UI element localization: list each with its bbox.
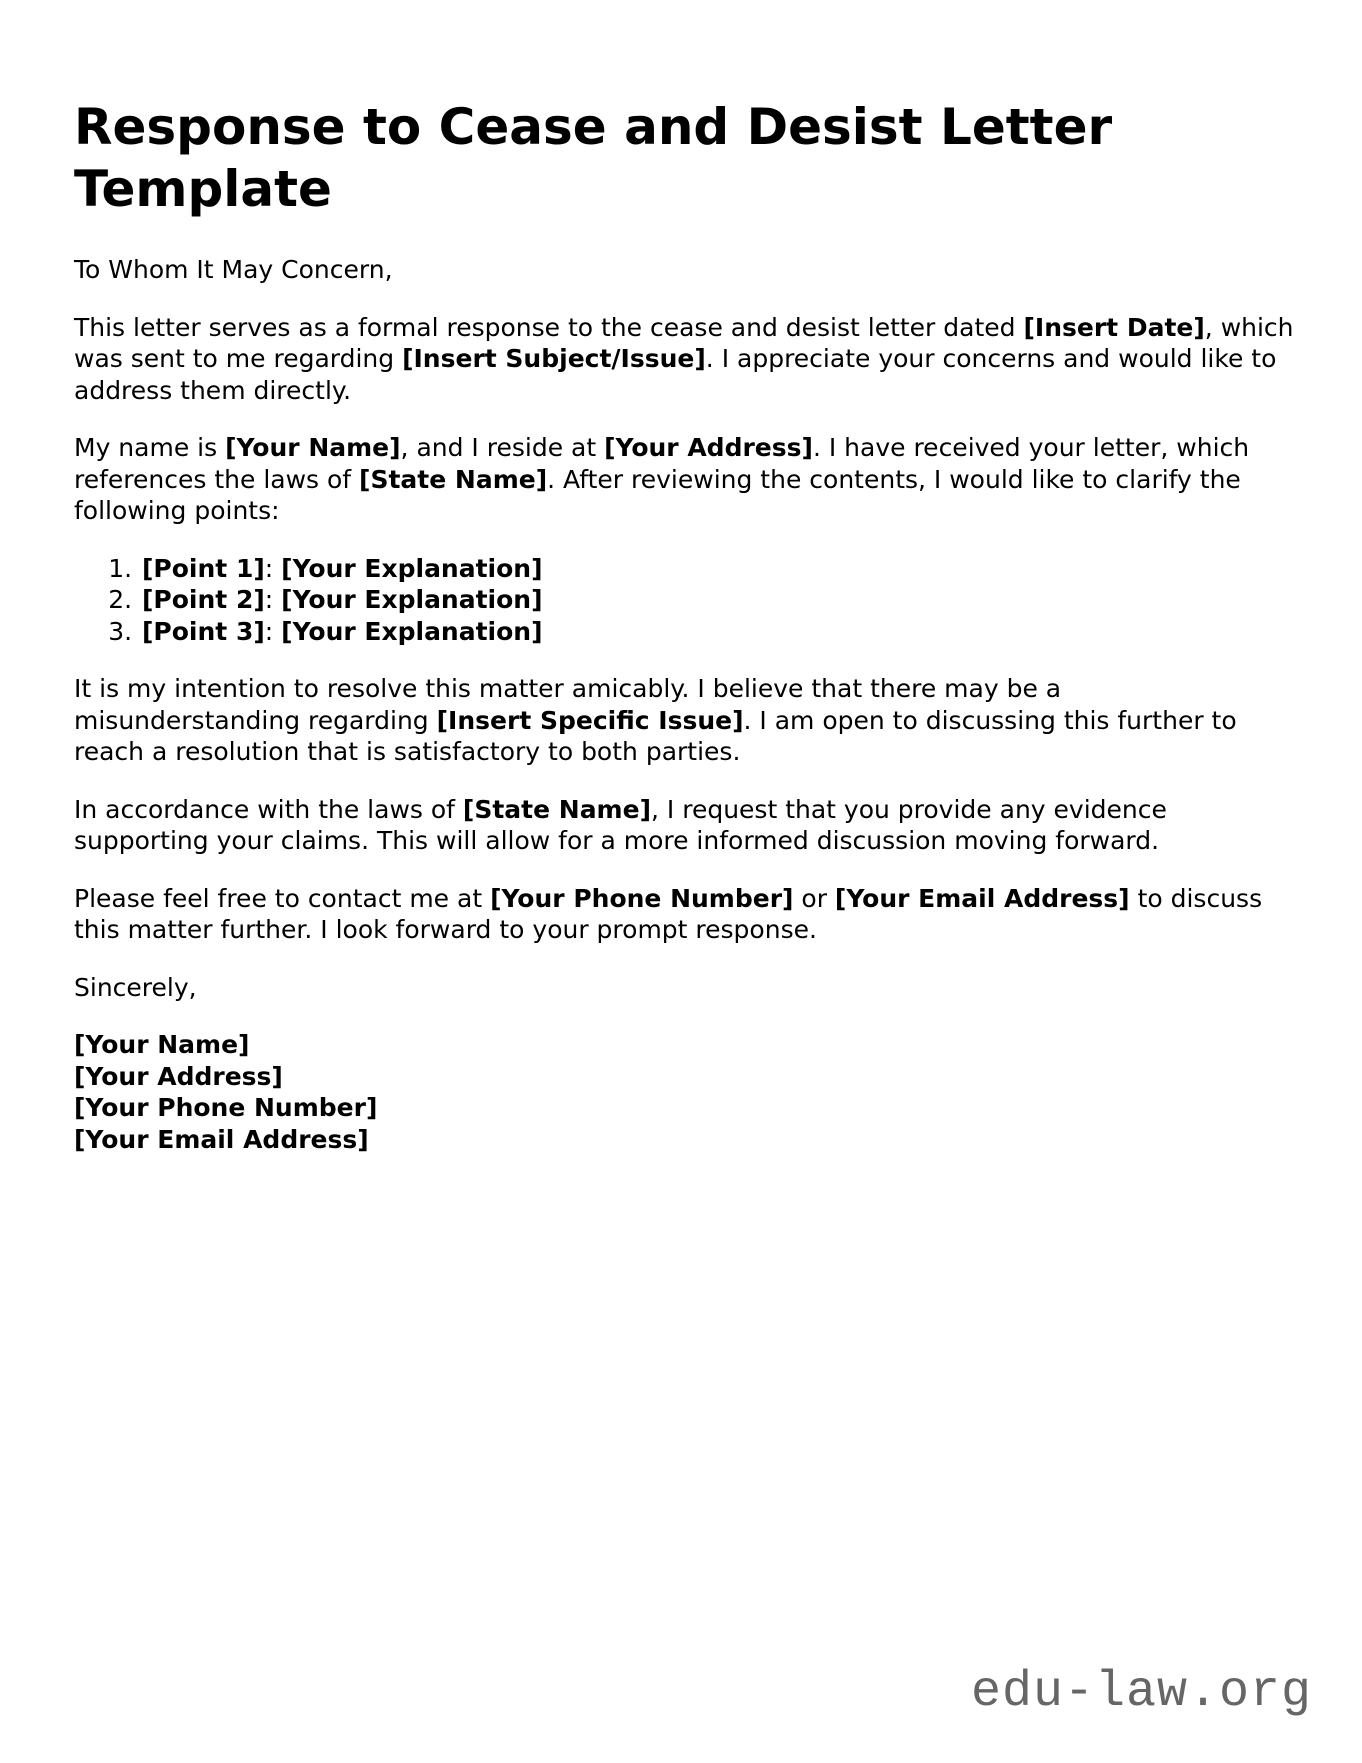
placeholder-state: [State Name]: [462, 794, 651, 824]
paragraph-identity: [74, 432, 1294, 527]
signature-phone: [Your Phone Number]: [74, 1093, 378, 1122]
list-item: [140, 584, 1294, 616]
points-list: [74, 553, 1294, 648]
list-item: [140, 553, 1294, 585]
text: . After reviewing the contents, I would like to clarify the following points:: [74, 464, 1241, 525]
signature-email: [Your Email Address]: [74, 1124, 369, 1154]
text: to discuss this matter further. I look forward to your prompt response.: [74, 883, 1263, 944]
text: or: [793, 883, 835, 913]
paragraph-intro: [74, 312, 1294, 407]
text: Please feel free to contact me at: [74, 883, 491, 913]
signature-block: [74, 1029, 1294, 1155]
point-explanation: [Your Explanation]: [281, 553, 543, 583]
point-label: [Point 2]: [142, 585, 265, 614]
point-explanation: [Your Explanation]: [281, 616, 543, 646]
placeholder-email: [Your Email Address]: [834, 883, 1130, 913]
placeholder-name: [Your Name]: [225, 433, 401, 462]
paragraph-intention: [74, 673, 1294, 768]
text: , which was sent to me regarding: [74, 312, 1294, 373]
document-title: Response to Cease and Desist Letter Template: [74, 98, 1113, 218]
text: This letter serves as a formal response to the cease and desist letter dated: [74, 312, 1024, 342]
text: . I have received your letter, which references the laws of: [74, 433, 1250, 494]
text: . I am open to discussing this further to reach a resolution that is satisfactory to both parties.: [74, 705, 1237, 766]
placeholder-phone: [Your Phone Number]: [490, 883, 794, 913]
text: , and I reside at: [400, 433, 605, 462]
paragraph-evidence: [74, 794, 1294, 857]
list-item: [140, 616, 1294, 648]
signature-name: [Your Name]: [74, 1030, 250, 1059]
signature-address: [Your Address]: [74, 1061, 283, 1091]
separator: :: [264, 585, 282, 614]
closing: Sincerely,: [74, 972, 197, 1002]
document-page: [74, 96, 1294, 1155]
point-label: [Point 1]: [142, 553, 265, 583]
text: My name is: [74, 433, 226, 462]
text: , I request that you provide any evidence supporting your claims. This will allow for a more informed discussion moving forward.: [74, 794, 1167, 855]
placeholder-issue: [Insert Specific Issue]: [436, 705, 744, 735]
text: It is my intention to resolve this matter amicably. I believe that there may be a misunderstanding regarding: [74, 674, 1062, 735]
text: . I appreciate your concerns and would like to address them directly.: [74, 344, 1277, 405]
placeholder-state: [State Name]: [359, 464, 548, 494]
point-explanation: [Your Explanation]: [281, 585, 543, 614]
separator: :: [264, 616, 282, 646]
watermark: edu-law.org: [970, 1664, 1312, 1721]
placeholder-date: [Insert Date]: [1023, 312, 1205, 342]
placeholder-subject: [Insert Subject/Issue]: [402, 344, 706, 373]
paragraph-contact: [74, 883, 1294, 946]
salutation: To Whom It May Concern,: [74, 255, 393, 284]
separator: :: [264, 553, 282, 583]
placeholder-address: [Your Address]: [604, 433, 813, 462]
point-label: [Point 3]: [142, 616, 265, 646]
text: In accordance with the laws of: [74, 794, 463, 824]
